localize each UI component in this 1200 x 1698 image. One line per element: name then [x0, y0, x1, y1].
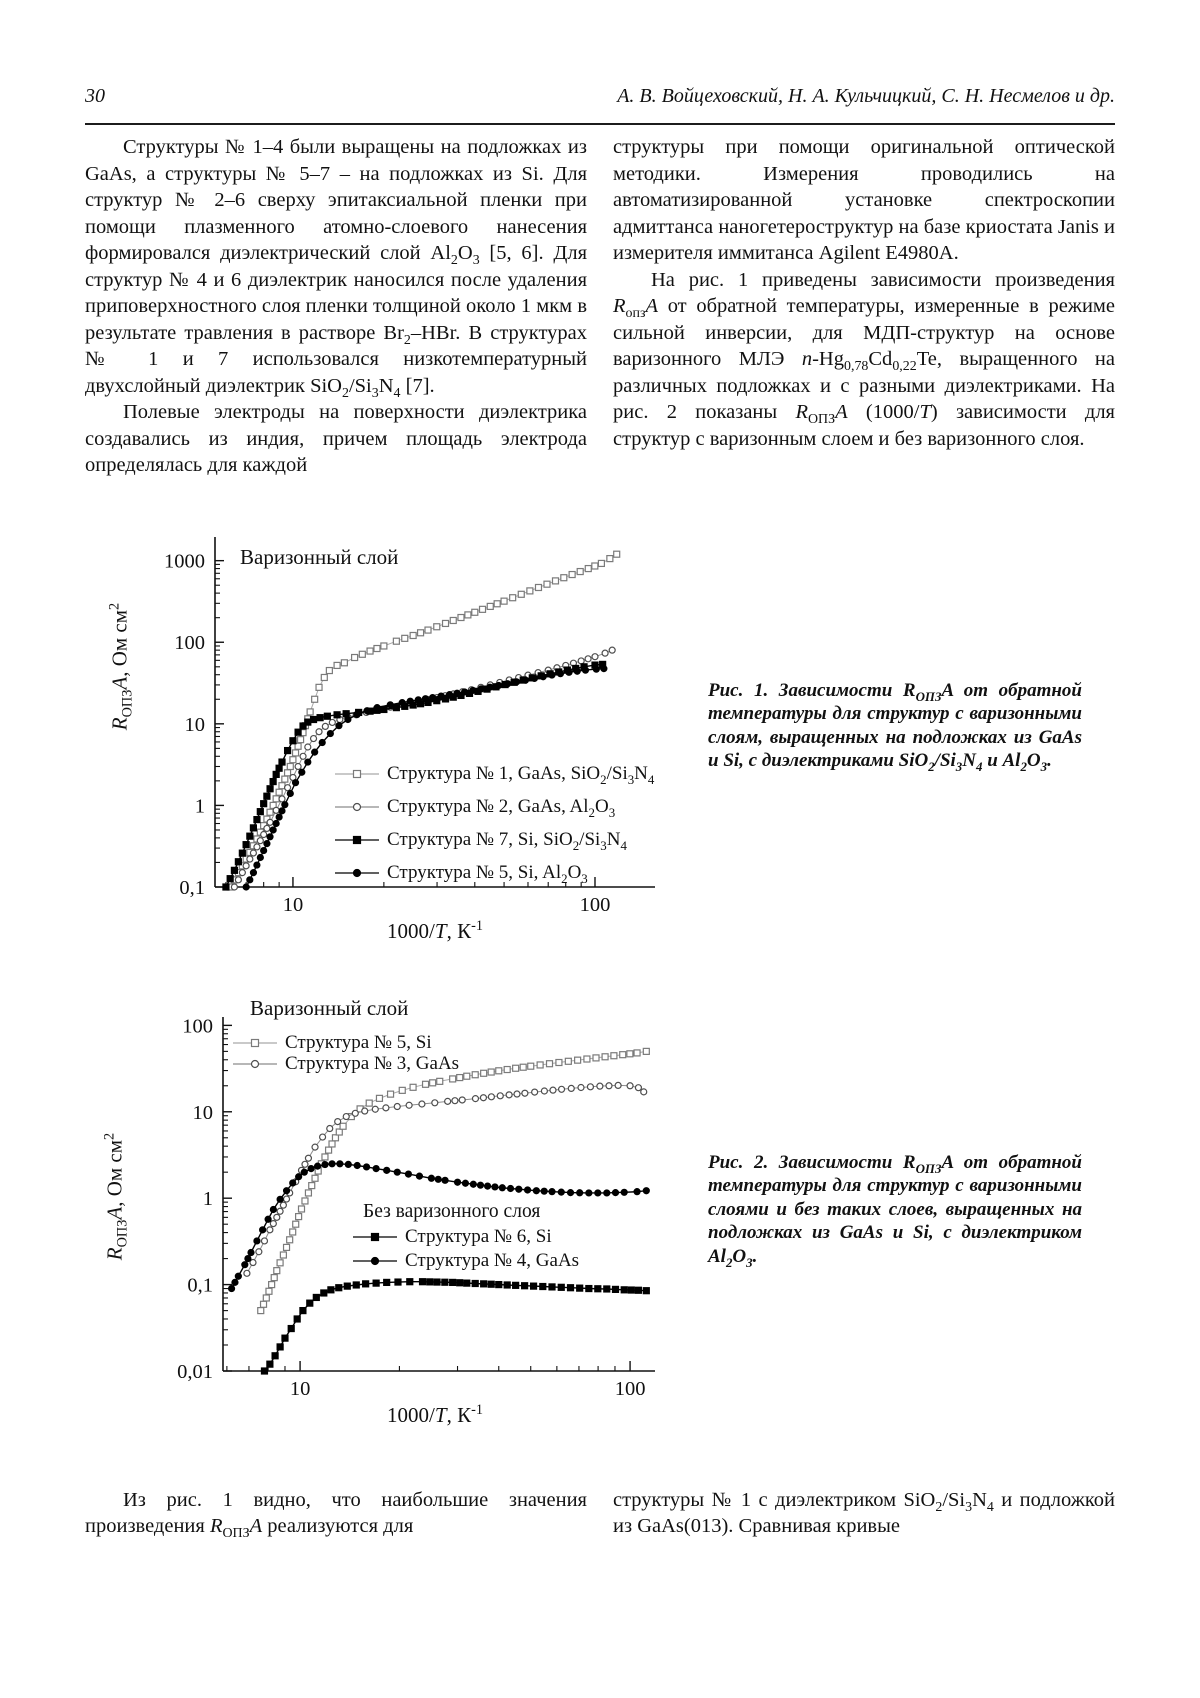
svg-text:10: 10 [184, 713, 205, 736]
open-circle-marker-icon [233, 1057, 277, 1071]
open-square-marker-icon [233, 1036, 277, 1050]
legend-label: Структура № 5, Si [285, 1032, 432, 1053]
paragraph: Полевые электроды на поверхности диэлектрика создавались из индия, причем площадь электрода определялась для каждой [85, 401, 587, 476]
filled-square-marker-icon [353, 1230, 397, 1244]
legend-label: Структура № 1, GaAs, $SiO_2/Si_3N_4$ [387, 762, 655, 787]
figure-2-legend-nograded [330, 1201, 579, 1273]
legend-label: Структура № 2, GaAs, $Al_2O_3$ [387, 795, 616, 820]
running-authors: А. В. Войцеховский, Н. А. Кульчицкий, С. Н. Несмелов и др. [617, 85, 1115, 107]
svg-text:10: 10 [289, 1377, 311, 1400]
page-number: 30 [85, 85, 105, 107]
figure-1-caption: Рис. 1. Зависимости $R_{ОПЗ}A$ от обратной температуры для структур с варизонными слоям, выращенных на подложках из GaAs и Si, с диэлектриками $SiO_2/Si_3N_4$ и $Al_2O_3$. [708, 679, 1082, 774]
legend-group-title: Без варизонного слоя [363, 1200, 541, 1222]
y-axis-label: $R_{ОПЗ}A$, Ом $см^2$ [101, 1132, 131, 1260]
svg-text:0,1: 0,1 [179, 876, 205, 899]
svg-text:100: 100 [579, 893, 611, 916]
legend-item [335, 861, 654, 885]
filled-circle-marker-icon [353, 1254, 397, 1268]
svg-text:10: 10 [192, 1101, 213, 1124]
figure-2-block [85, 959, 1115, 1451]
top-text-columns [85, 134, 1115, 479]
paragraph: Структуры № 1–4 были выращены на подложках из GaAs, а структуры № 5–7 – на подложках из Si. Для структур № 2–6 сверху эпитаксиальной пленки при помощи плазменного атомно-слоевого нанесения формировался диэлектрический слой $Al_2O_3$ [5, 6]. Для структур № 4 и 6 диэлектрик наносился после удаления приповерхностного слоя пленки толщиной около 1 мкм в результате травления в растворе $Br_2$–HBr. В структурах № 1 и 7 использовался низкотемпературный двухслойный диэлектрик $SiO_2/Si_3N_4$ [7]. [85, 136, 587, 401]
svg-text:0,1: 0,1 [187, 1274, 213, 1297]
chart-inside-title: Варизонный слой [240, 544, 399, 569]
right-column [613, 1487, 1115, 1540]
paragraph: На рис. 1 приведены зависимости произведения $R_{опз}A$ от обратной температуры, измеренные в режиме сильной инверсии, для МДП-структур на основе варизонного МЛЭ $n-Hg_{0,78}Cd_{0,22}Te$, выращенного на различных подложках и с разными диэлектриками. На рис. 2 показаны $R_{ОПЗ}A$ (1000/T) зависимости для структур с варизонным слоем и без варизонного слоя. [613, 268, 1115, 450]
svg-text:10: 10 [282, 893, 304, 916]
svg-text:100: 100 [182, 1014, 213, 1037]
svg-text:1: 1 [194, 794, 205, 817]
legend-item [233, 1054, 459, 1075]
figure-2-legend-graded [233, 1033, 459, 1075]
legend-label: Структура № 6, Si [405, 1225, 552, 1247]
legend-item [335, 795, 654, 819]
svg-text:100: 100 [174, 631, 205, 654]
figure-2-caption: Рис. 2. Зависимости $R_{ОПЗ}A$ от обратной температуры для структур с варизонными слоями и без таких слоев, выращенных на подложках из GaAs и Si, с диэлектриком $Al_2O_3$. [708, 1151, 1082, 1270]
figure-1-legend [335, 762, 654, 885]
paragraph: структуры при помощи оригинальной оптической методики. Измерения проводились на автоматизированной установке спектроскопии адмиттанса наногетероструктур на базе криостата Janis и измерителя иммитанса Agilent E4980A. [613, 136, 1115, 264]
legend-item [335, 828, 654, 852]
filled-circle-marker-icon [335, 866, 379, 880]
legend-item [353, 1225, 579, 1249]
figure-2-chart [95, 959, 695, 1451]
legend-item [335, 762, 654, 786]
svg-text:1: 1 [202, 1187, 213, 1210]
svg-text:1000: 1000 [164, 550, 205, 573]
legend-label: Структура № 4, GaAs [405, 1249, 580, 1271]
paragraph: структуры № 1 с диэлектриком $SiO_2/Si_3N_4$ и подложкой из GaAs(013). Сравнивая кривые [613, 1488, 1115, 1537]
filled-square-marker-icon [335, 833, 379, 847]
bottom-text-columns [85, 1487, 1115, 1540]
running-header [85, 0, 1115, 125]
chart-inside-title: Варизонный слой [250, 995, 409, 1020]
svg-text:100: 100 [614, 1377, 646, 1400]
figure-1-chart [95, 489, 695, 981]
legend-label: Структура № 5, Si, $Al_2O_3$ [387, 861, 588, 886]
open-square-marker-icon [335, 767, 379, 781]
svg-text:0,01: 0,01 [177, 1360, 213, 1383]
y-axis-label: $R_{ОПЗ}A$, Ом $см^2$ [106, 602, 136, 730]
figure-1-block [85, 489, 1115, 959]
paragraph: Из рис. 1 видно, что наибольшие значения произведения $R_{ОПЗ}A$ реализуются для [85, 1488, 587, 1542]
x-axis-label: 1000/T, $К^{-1}$ [387, 917, 483, 943]
right-column [613, 134, 1115, 479]
left-column [85, 134, 587, 479]
x-axis-label: 1000/T, $К^{-1}$ [387, 1401, 483, 1427]
open-circle-marker-icon [335, 800, 379, 814]
legend-item [233, 1033, 459, 1054]
legend-label: Структура № 7, Si, $SiO_2/Si_3N_4$ [387, 828, 627, 853]
page-content [85, 0, 1115, 1540]
left-column [85, 1487, 587, 1540]
legend-label: Структура № 3, GaAs [285, 1053, 460, 1074]
legend-item [353, 1249, 579, 1273]
